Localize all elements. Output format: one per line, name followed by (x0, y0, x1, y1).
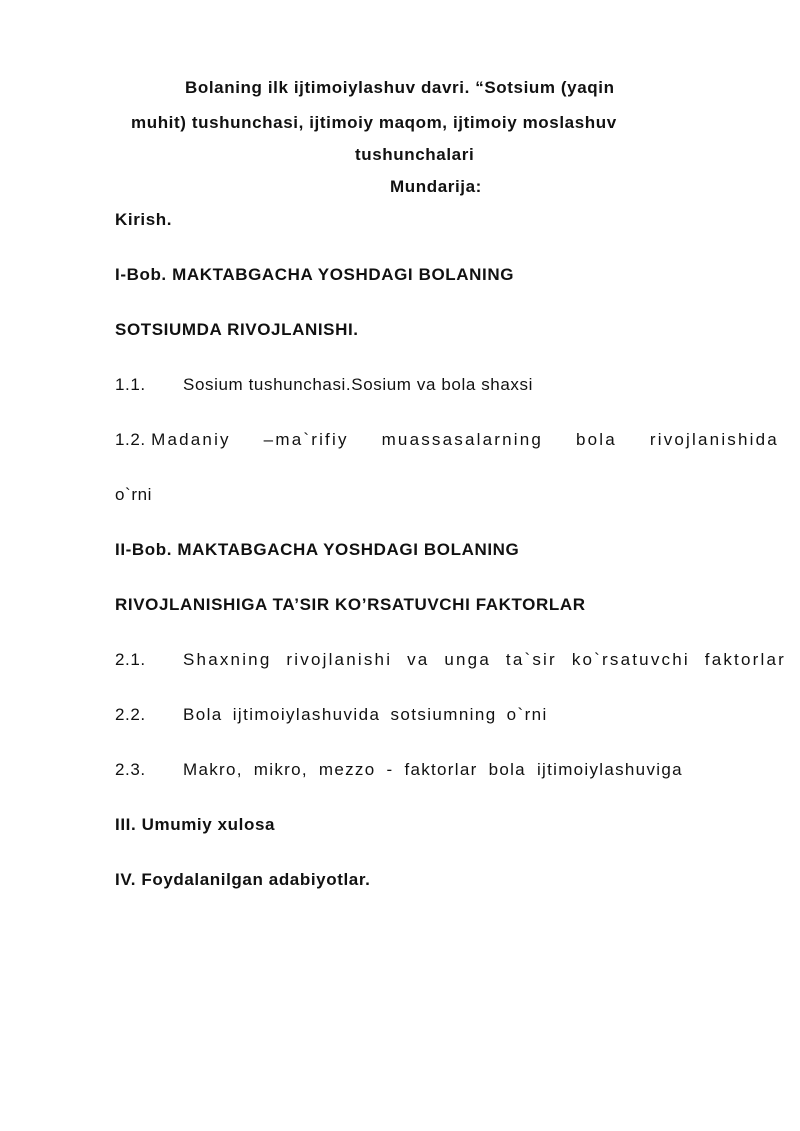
title-line-3: tushunchalari (355, 145, 475, 164)
toc-entry-1-1 (115, 374, 533, 396)
toc-entry-2-2 (115, 704, 548, 726)
toc-entry-text: Madaniy –ma`rifiy muassasalarning bola rivojlanishida (151, 430, 779, 449)
toc-entry-number: 2.2. (115, 705, 146, 724)
toc-entry-1-2-continuation: o`rni (115, 485, 153, 504)
toc-entry-text: Bola ijtimoiylashuvida sotsiumning o`rni (183, 705, 548, 724)
chapter-2-heading-line-1: II-Bob. MAKTABGACHA YOSHDAGI BOLANING (115, 540, 520, 559)
toc-entry-2-1 (115, 649, 786, 671)
references-entry: IV. Foydalanilgan adabiyotlar. (115, 870, 371, 889)
toc-entry-number: 1.1. (115, 375, 146, 394)
chapter-1-heading-line-1: I-Bob. MAKTABGACHA YOSHDAGI BOLANING (115, 265, 515, 284)
title-line-1: Bolaning ilk ijtimoiylashuv davri. “Sotsium (yaqin (185, 78, 615, 97)
conclusion-entry: III. Umumiy xulosa (115, 815, 276, 834)
toc-entry-text: Sosium tushunchasi.Sosium va bola shaxsi (183, 375, 533, 394)
contents-heading: Mundarija: (390, 177, 482, 196)
toc-entry-number: 2.3. (115, 760, 146, 779)
title-line-2: muhit) tushunchasi, ijtimoiy maqom, ijtimoiy moslashuv (131, 113, 617, 132)
toc-entry-number: 1.2. (115, 430, 146, 449)
toc-entry-2-3 (115, 759, 683, 781)
chapter-2-heading-line-2: RIVOJLANISHIGA TA’SIR KO’RSATUVCHI FAKTORLAR (115, 595, 586, 614)
toc-entry-text: Shaxning rivojlanishi va unga ta`sir ko`rsatuvchi faktorlar (183, 650, 786, 669)
chapter-1-heading-line-2: SOTSIUMDA RIVOJLANISHI. (115, 320, 359, 339)
intro-entry: Kirish. (115, 210, 173, 229)
toc-entry-1-2 (115, 429, 779, 451)
toc-entry-text: Makro, mikro, mezzo - faktorlar bola ijtimoiylashuviga (183, 760, 683, 779)
toc-entry-number: 2.1. (115, 650, 146, 669)
